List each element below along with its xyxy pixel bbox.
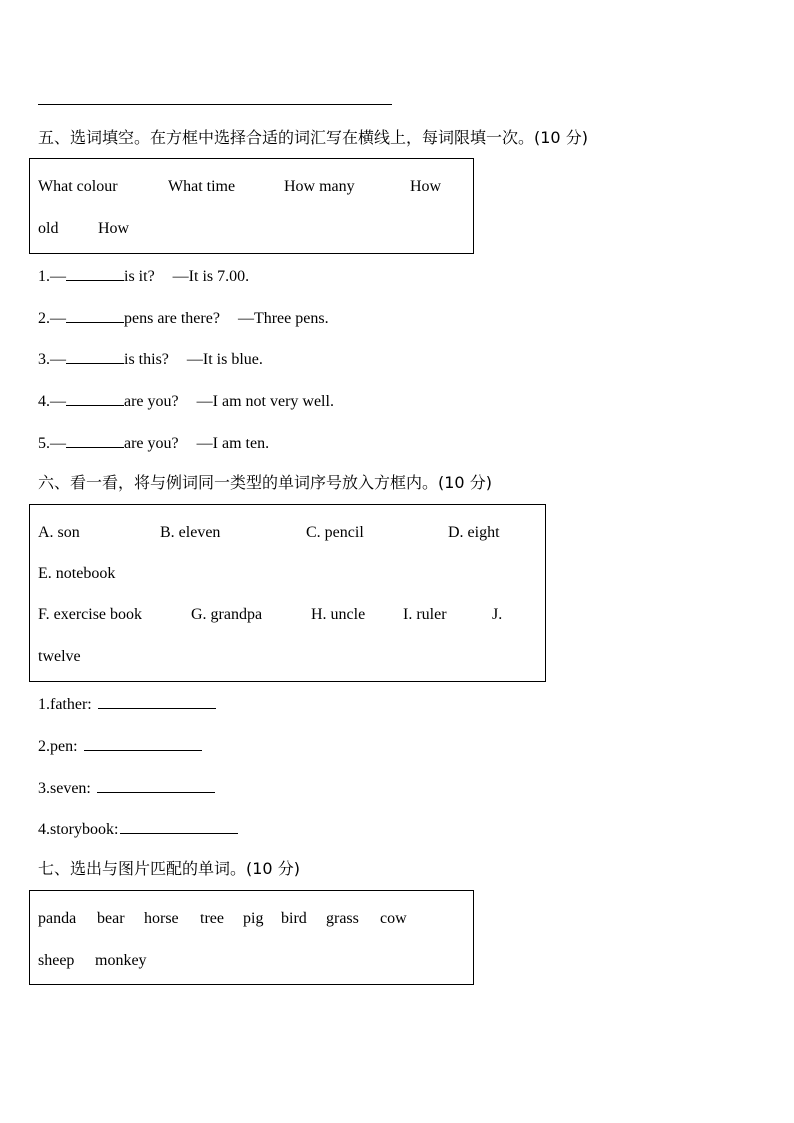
word-option: E. notebook — [38, 565, 116, 582]
word-option: horse — [144, 910, 179, 927]
word-option: old — [38, 220, 59, 237]
word-option: C. pencil — [306, 524, 364, 541]
question-row — [38, 433, 269, 454]
word-option: twelve — [38, 648, 81, 665]
word-option: H. uncle — [311, 606, 366, 623]
answer-text: —I am ten. — [196, 435, 270, 452]
answer-blank[interactable] — [66, 266, 124, 281]
top-answer-line — [38, 104, 392, 105]
answer-text: —It is 7.00. — [172, 268, 250, 285]
section5-word-box — [29, 158, 474, 254]
word-option: How many — [284, 178, 355, 195]
answer-text: —Three pens. — [237, 310, 329, 327]
question-text: are you? — [124, 393, 179, 410]
word-option: bear — [97, 910, 125, 927]
word-option: A. son — [38, 524, 80, 541]
answer-text: —It is blue. — [186, 351, 263, 368]
question-number: 2.— — [38, 310, 66, 327]
question-number: 1.— — [38, 268, 66, 285]
question-number: 5.— — [38, 435, 66, 452]
question-row — [38, 819, 238, 840]
word-option: grass — [326, 910, 359, 927]
section7-word-box — [29, 890, 474, 985]
word-option: I. ruler — [403, 606, 447, 623]
question-row — [38, 736, 202, 757]
question-text: is this? — [124, 351, 169, 368]
word-option: sheep — [38, 952, 75, 969]
word-option: J. — [492, 606, 503, 623]
answer-blank[interactable] — [66, 391, 124, 406]
section7-title: 七、选出与图片匹配的单词。(10 分) — [38, 859, 300, 878]
answer-text: —I am not very well. — [196, 393, 334, 410]
question-row — [38, 694, 216, 715]
word-option: pig — [243, 910, 264, 927]
answer-blank[interactable] — [98, 694, 216, 709]
question-label: 2.pen: — [38, 738, 78, 755]
word-option: tree — [200, 910, 224, 927]
answer-blank[interactable] — [120, 819, 238, 834]
answer-blank[interactable] — [84, 736, 202, 751]
question-row — [38, 308, 329, 329]
answer-blank[interactable] — [66, 308, 124, 323]
question-number: 3.— — [38, 351, 66, 368]
word-option: D. eight — [448, 524, 500, 541]
word-option: panda — [38, 910, 77, 927]
section6-title: 六、看一看，将与例词同一类型的单词序号放入方框内。(10 分) — [38, 473, 492, 492]
section5-title: 五、选词填空。在方框中选择合适的词汇写在横线上，每词限填一次。(10 分) — [38, 128, 588, 147]
word-option: How — [98, 220, 130, 237]
question-row — [38, 778, 215, 799]
word-option: monkey — [95, 952, 147, 969]
word-option: How — [410, 178, 442, 195]
question-label: 1.father: — [38, 696, 92, 713]
question-label: 3.seven: — [38, 780, 91, 797]
question-row — [38, 391, 334, 412]
answer-blank[interactable] — [66, 433, 124, 448]
section6-word-box — [29, 504, 546, 682]
word-option: G. grandpa — [191, 606, 263, 623]
answer-blank[interactable] — [97, 778, 215, 793]
question-text: pens are there? — [124, 310, 220, 327]
word-option: B. eleven — [160, 524, 221, 541]
word-option: What time — [168, 178, 236, 195]
question-text: are you? — [124, 435, 179, 452]
question-row — [38, 349, 263, 370]
word-option: bird — [281, 910, 307, 927]
question-row — [38, 266, 249, 287]
answer-blank[interactable] — [66, 349, 124, 364]
word-option: cow — [380, 910, 407, 927]
word-option: What colour — [38, 178, 118, 195]
question-number: 4.— — [38, 393, 66, 410]
question-text: is it? — [124, 268, 155, 285]
question-label: 4.storybook: — [38, 821, 119, 838]
word-option: F. exercise book — [38, 606, 143, 623]
